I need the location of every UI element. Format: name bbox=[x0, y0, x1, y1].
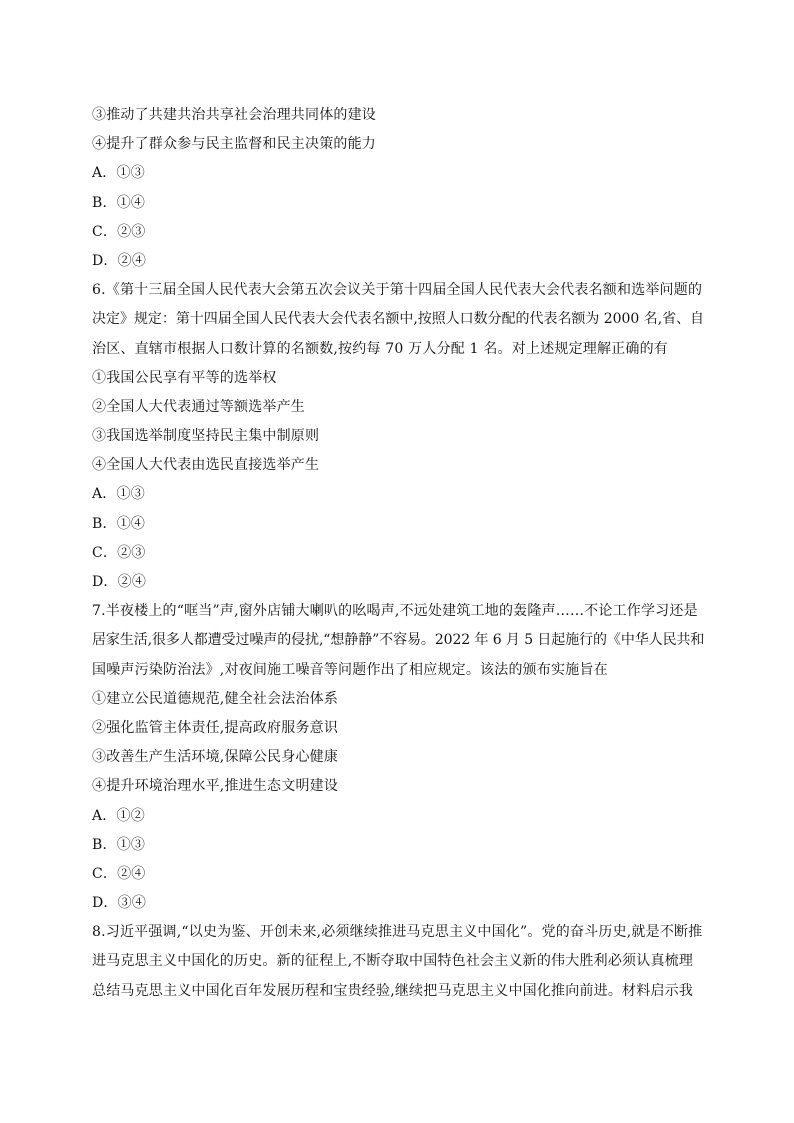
q5-option-d: D．②④ bbox=[92, 252, 147, 269]
q7-option-d: D．③④ bbox=[92, 895, 147, 912]
q7-stem-line-2: 居家生活,很多人都遭受过噪声的侵扰,“想静静”不容易。2022 年 6 月 5 日起施行的《中华人民共和 bbox=[92, 632, 705, 649]
q6-stem-line-1: 6.《第十三届全国人民代表大会第五次会议关于第十四届全国人民代表大会代表名额和选举问题的 bbox=[92, 282, 703, 299]
q6-statement-1: ①我国公民享有平等的选举权 bbox=[92, 369, 277, 386]
q7-option-b: B．①③ bbox=[92, 836, 146, 853]
q7-stem-line-1: 7.半夜楼上的“哐当”声,窗外店铺大喇叭的吆喝声,不远处建筑工地的轰隆声……不论工作学习还是 bbox=[92, 603, 698, 620]
q6-option-b: B．①④ bbox=[92, 515, 146, 532]
q6-option-a: A．①③ bbox=[92, 486, 145, 503]
q7-statement-3: ③改善生产生活环境,保障公民身心健康 bbox=[92, 749, 339, 766]
q7-option-a: A．①② bbox=[92, 807, 145, 824]
q5-option-a: A．①③ bbox=[92, 165, 145, 182]
q7-statement-2: ②强化监管主体责任,提高政府服务意识 bbox=[92, 719, 339, 736]
q6-statement-2: ②全国人大代表通过等额选举产生 bbox=[92, 398, 305, 415]
q6-option-c: C．②③ bbox=[92, 544, 146, 561]
page-content bbox=[92, 101, 704, 1006]
q6-statement-4: ④全国人大代表由选民直接选举产生 bbox=[92, 457, 320, 474]
q7-statement-1: ①建立公民道德规范,健全社会法治体系 bbox=[92, 690, 339, 707]
q8-stem-line-2: 进马克思主义中国化的历史。新的征程上,不断夺取中国特色社会主义新的伟大胜利必须认真梳理 bbox=[92, 953, 694, 970]
q7-option-c: C．②④ bbox=[92, 865, 146, 882]
q8-stem-line-1: 8.习近平强调,“以史为鉴、开创未来,必须继续推进马克思主义中国化”。党的奋斗历史,就是不断推 bbox=[92, 924, 703, 941]
q6-stem-line-3: 治区、直辖市根据人口数计算的名额数,按约每 70 万人分配 1 名。对上述规定理解正确的有 bbox=[92, 340, 668, 357]
q8-stem-line-3: 总结马克思主义中国化百年发展历程和宝贵经验,继续把马克思主义中国化推向前进。材料启示我 bbox=[92, 982, 694, 999]
q7-statement-4: ④提升环境治理水平,推进生态文明建设 bbox=[92, 778, 339, 795]
q6-option-d: D．②④ bbox=[92, 574, 147, 590]
q5-option-b: B．①④ bbox=[92, 194, 146, 211]
q5-statement-3: ③推动了共建共治共享社会治理共同体的建设 bbox=[92, 107, 376, 123]
q5-statement-4: ④提升了群众参与民主监督和民主决策的能力 bbox=[92, 136, 376, 153]
q6-stem-line-2: 决定》规定：第十四届全国人民代表大会代表名额中,按照人口数分配的代表名额为 2000 名,省、自 bbox=[92, 311, 705, 328]
q7-stem-line-3: 国噪声污染防治法》,对夜间施工噪音等问题作出了相应规定。该法的颁布实施旨在 bbox=[92, 661, 608, 678]
q6-statement-3: ③我国选举制度坚持民主集中制原则 bbox=[92, 428, 320, 445]
q5-option-c: C．②③ bbox=[92, 223, 146, 240]
